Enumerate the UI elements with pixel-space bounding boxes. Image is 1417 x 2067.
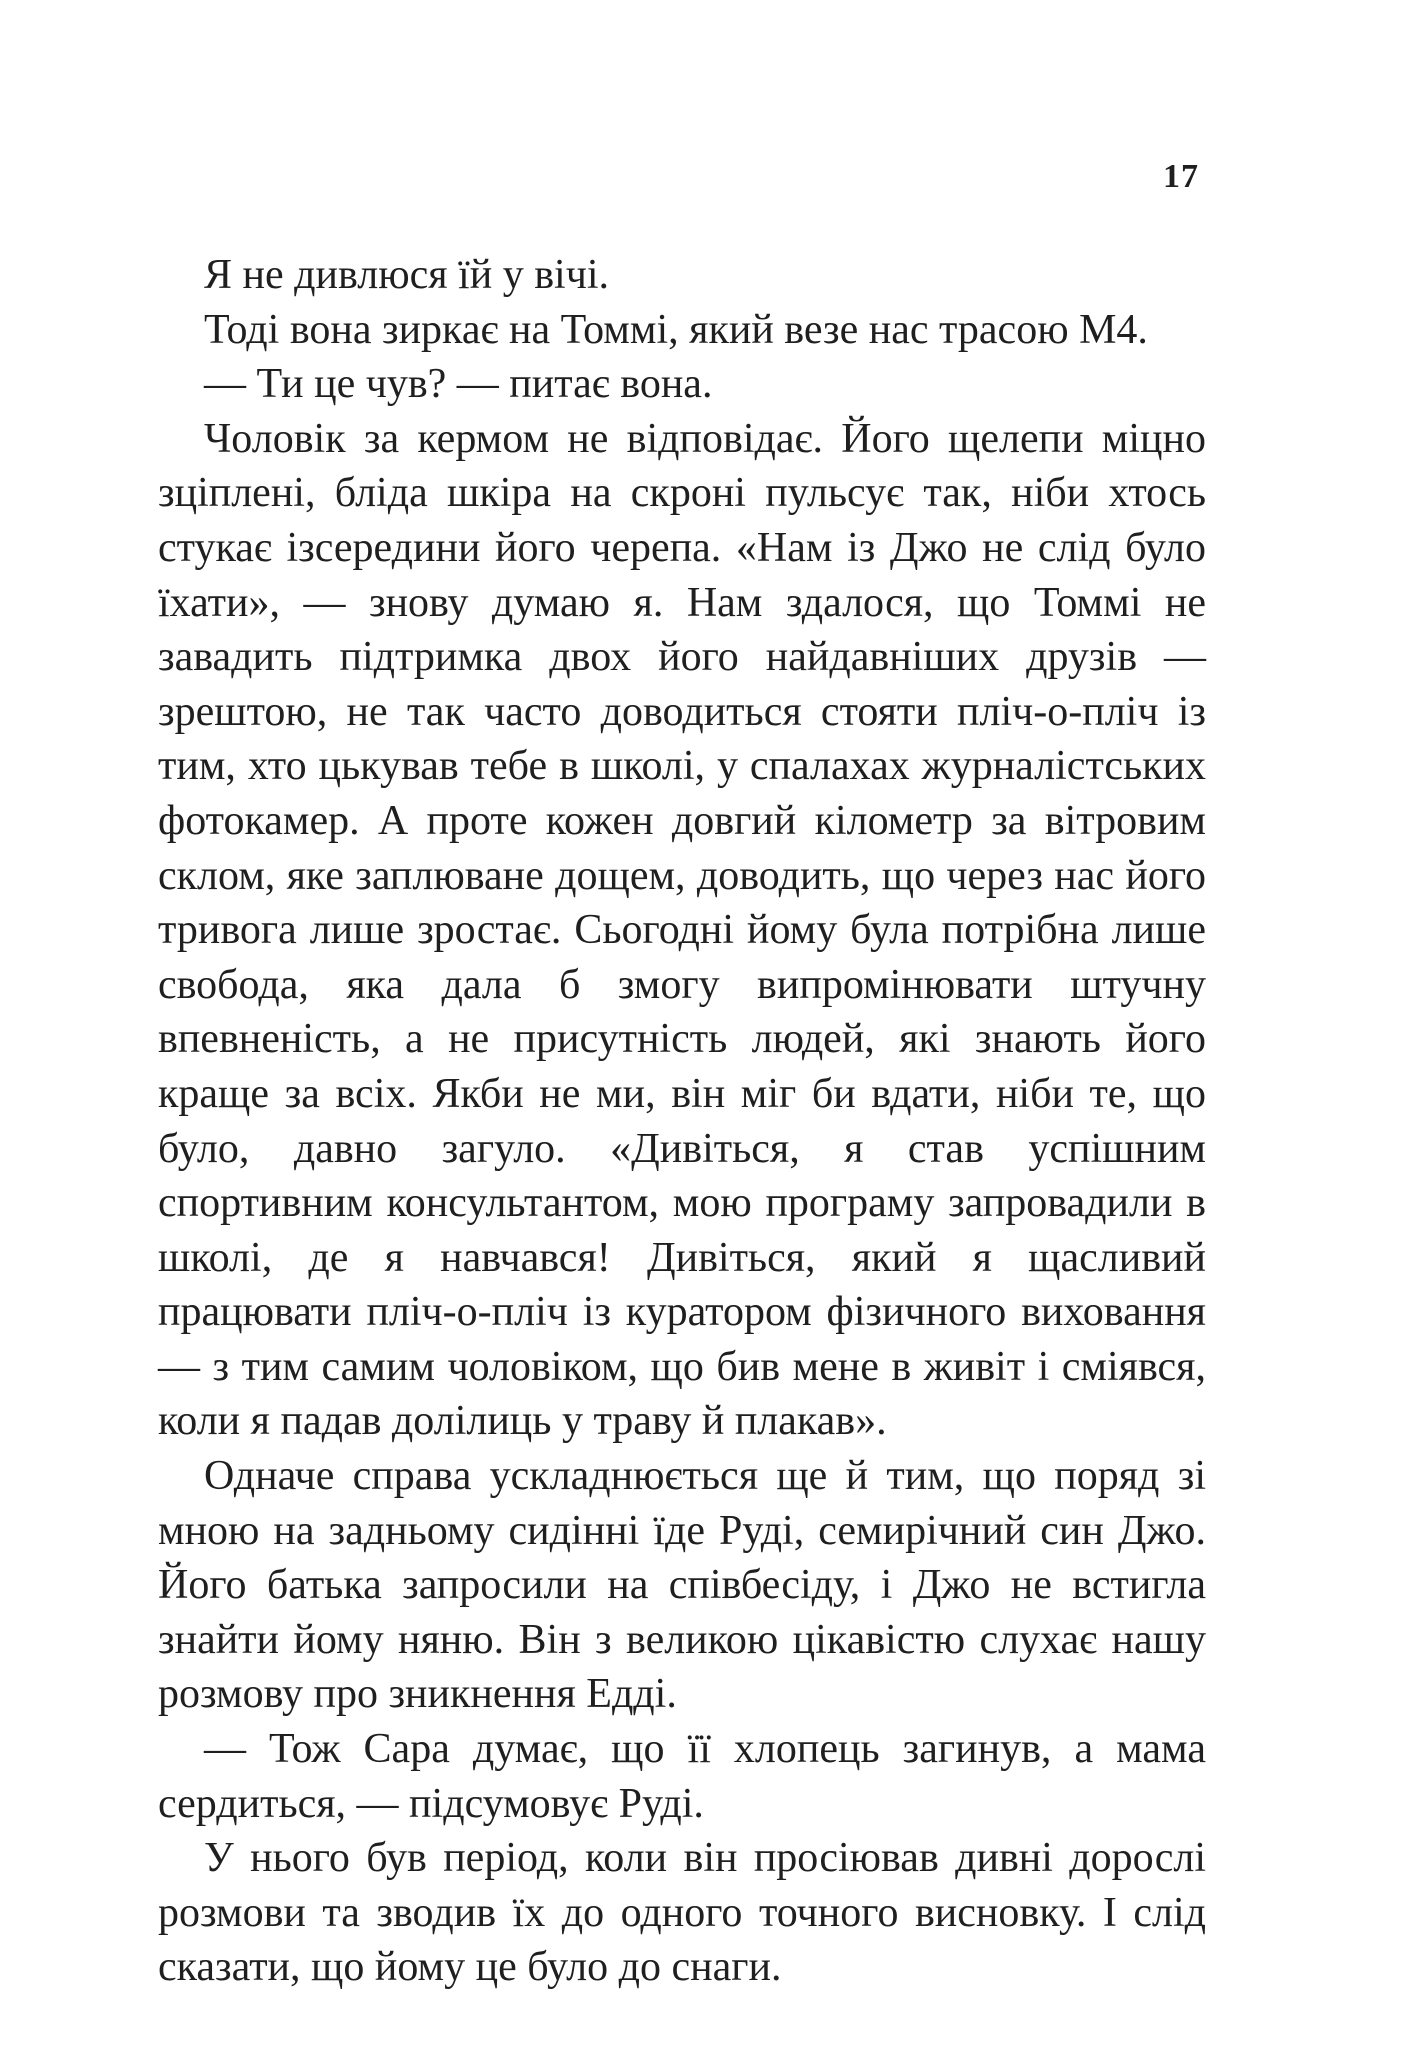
paragraph: У нього був період, коли він просіював дивні дорослі розмови та зводив їх до одного точного висновку. І слід сказати, що йому це було до снаги. <box>158 1835 1206 1991</box>
paragraph: — Ти це чув? — питає вона. <box>204 361 713 408</box>
paragraph: Тоді вона зиркає на Томмі, який везе нас трасою М4. <box>204 306 1148 353</box>
paragraph: Чоловік за кермом не відповідає. Його щелепи міцно зціплені, бліда шкіра на скроні пульсує так, ніби хтось стукає ізсередини його черепа. «Нам із Джо не слід було їхати», — знову думаю я. Нам здалося, що Томмі не завадить підтримка двох його найдавніших друзів — зрештою, не так часто доводиться стояти пліч-о-пліч із тим, хто цькував тебе в школі, у спалахах журналістських фотокамер. А проте кожен довгий кілометр за вітровим склом, яке заплюване дощем, доводить, що через нас його тривога лише зростає. Сьогодні йому була потрібна лише свобода, яка дала б змогу випромінювати штучну впевненість, а не присутність людей, які знають його краще за всіх. Якби не ми, він міг би вдати, ніби те, що було, давно загуло. «Дивіться, я став успішним спортивним консультантом, мою програму запровадили в школі, де я навчався! Дивіться, який я щасливий працювати пліч-о-пліч із куратором фізичного виховання — з тим самим чоловіком, що бив мене в живіт і сміявся, коли я падав долілиць у траву й плакав». <box>158 415 1206 1445</box>
paragraph: — Тож Сара думає, що її хлопець загинув, а мама сердиться, — підсумовує Руді. <box>158 1726 1206 1827</box>
paragraph: Одначе справа ускладнюється ще й тим, що поряд зі мною на задньому сидінні їде Руді, семирічний син Джо. Його батька запросили на співбесіду, і Джо не встигла знайти йому няню. Він з великою цікавістю слухає нашу розмову про зникнення Едді. <box>158 1453 1206 1718</box>
paragraph: Я не дивлюся їй у вічі. <box>204 252 609 298</box>
body-text <box>158 248 1206 1995</box>
page-number: 17 <box>1163 158 1199 195</box>
